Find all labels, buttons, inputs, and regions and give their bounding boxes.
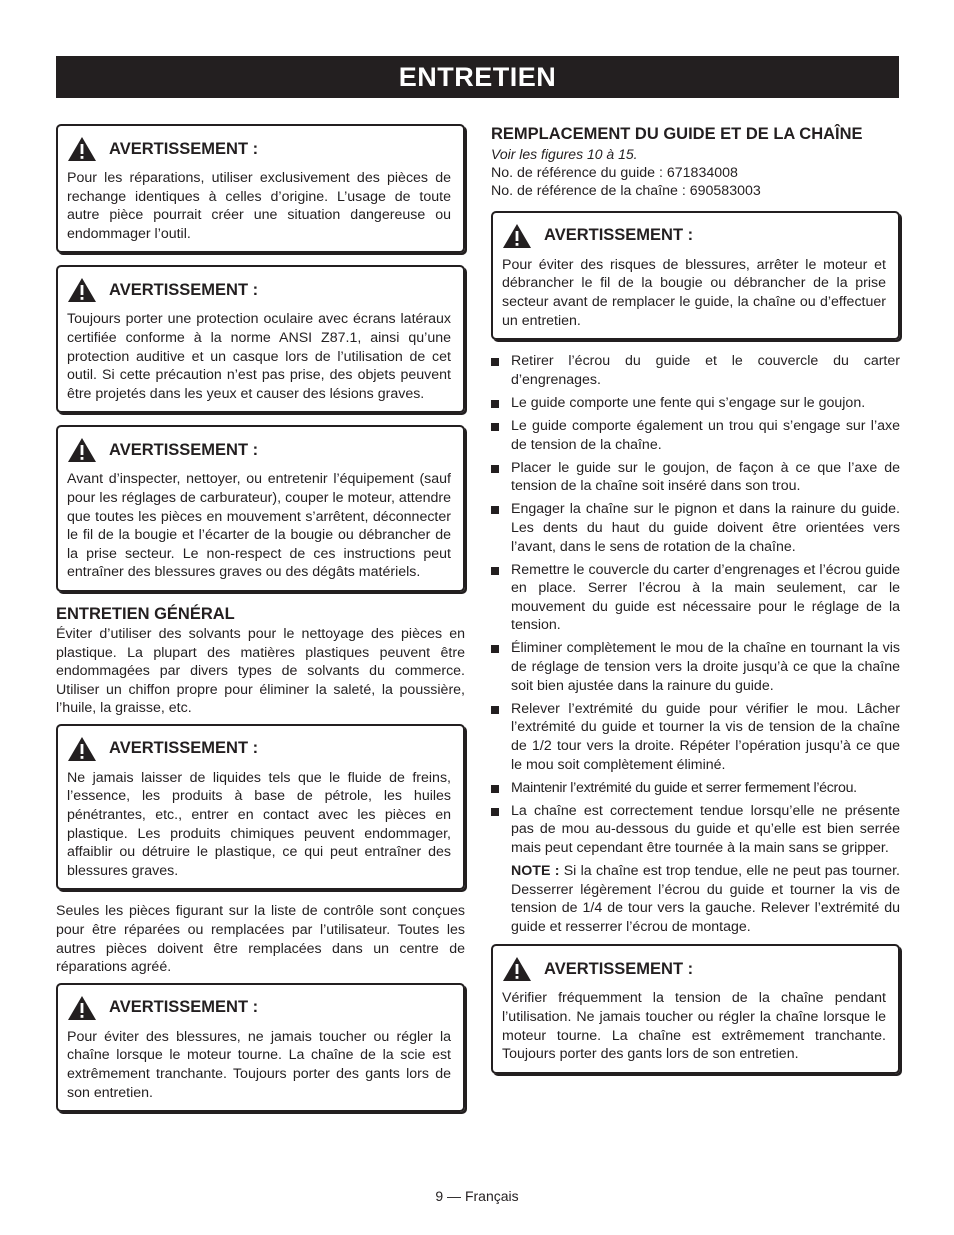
warning-box: [491, 211, 900, 340]
warning-triangle-icon: [502, 956, 532, 982]
bullet-square-icon: [491, 567, 499, 575]
bullet-square-icon: [491, 400, 499, 408]
bullet-square-icon: [491, 423, 499, 431]
warning-triangle-icon: [67, 995, 97, 1021]
list-item: Placer le guide sur le goujon, de façon à ce que l’axe de tension de la chaîne soit inséré dans son trou.: [491, 459, 900, 496]
chain-reference: No. de référence de la chaîne : 690583003: [491, 183, 761, 200]
page-title-banner: ENTRETIEN: [56, 56, 899, 98]
note-text: Si la chaîne est trop tendue, elle ne peut pas tourner. Desserrer légèrement l’écrou du guide et tourner la vis de tension de 1/4 de tour vers la gauche. Relever l’extrémité du guide et resserrer l’écrou de montage.: [511, 863, 900, 935]
list-item: Le guide comporte une fente qui s’engage sur le goujon.: [491, 394, 900, 413]
list-item: Retirer l’écrou du guide et le couvercle du carter d’engrenages.: [491, 352, 900, 389]
section-heading-general: ENTRETIEN GÉNÉRAL: [56, 604, 235, 623]
note-paragraph: [491, 862, 900, 936]
warning-triangle-icon: [502, 223, 532, 249]
bullet-square-icon: [491, 808, 499, 816]
warning-text: Vérifier fréquemment la tension de la chaîne pendant l’utilisation. Ne jamais toucher ou régler la chaîne lorsque le moteur tourne. La chaîne est extrêmement tranchante. Toujours porter des gants lors de son entretien.: [502, 990, 886, 1063]
warning-box: [491, 944, 900, 1073]
warning-title: AVERTISSEMENT :: [109, 280, 259, 299]
bullet-square-icon: [491, 706, 499, 714]
list-item: Maintenir l’extrémité du guide et serrer fermement l’écrou.: [491, 779, 900, 798]
list-item: Éliminer complètement le mou de la chaîne en tournant la vis de réglage de tension vers la droite jusqu’à ce que la chaîne soit bien ajustée dans la rainure du guide.: [491, 639, 900, 695]
instruction-list: [491, 352, 900, 857]
list-item: La chaîne est correctement tendue lorsqu’elle ne présente pas de mou au-dessous du guide et qu’elle est bien serrée mais peut cependant être tournée à la main sans se gripper.: [491, 802, 900, 858]
warning-title: AVERTISSEMENT :: [109, 998, 259, 1017]
see-figures-text: Voir les figures 10 à 15.: [491, 146, 638, 162]
bullet-square-icon: [491, 506, 499, 514]
page-footer: 9 — Français: [435, 1188, 519, 1204]
warning-box: [56, 425, 465, 592]
warning-box: [56, 724, 465, 891]
guide-reference: No. de référence du guide : 671834008: [491, 164, 738, 181]
warning-title: AVERTISSEMENT :: [109, 739, 259, 758]
right-column: [491, 124, 900, 1086]
warning-title: AVERTISSEMENT :: [544, 959, 694, 978]
list-item: Le guide comporte également un trou qui s’engage sur l’axe de tension de la chaîne.: [491, 417, 900, 454]
warning-text: Pour les réparations, utiliser exclusivement des pièces de rechange identiques à celles d’origine. L’usage de toute autre pièce pourrait créer une situation dangereuse ou endommager l’outil.: [67, 170, 451, 242]
warning-title: AVERTISSEMENT :: [109, 139, 259, 158]
warning-text: Ne jamais laisser de liquides tels que le fluide de freins, l’essence, les produits à base de pétrole, les huiles pénétrantes, etc., entrer en contact avec les pièces en plastique. Les produits chimiques peuvent endommager, affaiblir ou détruire le plastique, ce qui peut entraîner des blessures graves.: [67, 769, 451, 879]
left-column: [56, 124, 465, 1124]
bullet-square-icon: [491, 645, 499, 653]
bullet-square-icon: [491, 785, 499, 793]
list-item: Relever l’extrémité du guide pour vérifier le mou. Lâcher l’extrémité du guide et tourner la vis de tension de la chaîne de 1/2 tour vers la droite. Répéter l’opération jusqu’à ce que le mou soit complètement éliminé.: [491, 700, 900, 774]
warning-text: Toujours porter une protection oculaire avec écrans latéraux certifiée conforme à la norme ANSI Z87.1, ainsi qu’une protection auditive et un casque lors de l’utilisation de cet outil. Si cette précaution n’est pas prise, des objets peuvent être projetés dans les yeux et causer des lésions graves.: [67, 311, 451, 402]
list-item: Engager la chaîne sur le pignon et dans la rainure du guide. Les dents du haut du guide doivent être orientées vers l’avant, dans le sens de rotation de la chaîne.: [491, 500, 900, 556]
bullet-square-icon: [491, 465, 499, 473]
warning-title: AVERTISSEMENT :: [544, 226, 694, 245]
warning-triangle-icon: [67, 437, 97, 463]
warning-text: Avant d’inspecter, nettoyer, ou entretenir l’équipement (sauf pour les réglages de carburateur), couper le moteur, attendre que toutes les pièces en mouvement s’arrêtent, déconnecter le fil de la bougie et l’écarter de la bougie ou débrancher de la prise secteur. Le non-respect de ces instructions peut entraîner des blessures graves ou des dégâts matériels.: [67, 471, 451, 581]
warning-title: AVERTISSEMENT :: [109, 440, 259, 459]
bullet-square-icon: [491, 358, 499, 366]
note-label: NOTE :: [511, 863, 560, 879]
warning-triangle-icon: [67, 136, 97, 162]
warning-triangle-icon: [67, 736, 97, 762]
general-maintenance-text: Éviter d’utiliser des solvants pour le nettoyage des pièces en plastique. La plupart des matières plastiques peuvent être endommagées par divers types de solvants du commerce. Utiliser un chiffon propre pour éliminer la saleté, la poussière, l’huile, la graisse, etc.: [56, 625, 465, 717]
list-item: Remettre le couvercle du carter d’engrenages et l’écrou guide en place. Serrer l’écrou à la main seulement, car le mouvement du guide est nécessaire pour le réglage de la tension.: [491, 561, 900, 635]
parts-text: Seules les pièces figurant sur la liste de contrôle sont conçues pour être réparées ou remplacées par l’utilisateur. Toutes les autres pièces doivent être remplacées dans un centre de réparations agréé.: [56, 903, 465, 976]
section-heading-guide-chain: REMPLACEMENT DU GUIDE ET DE LA CHAÎNE: [491, 125, 863, 143]
warning-box: [56, 265, 465, 413]
warning-triangle-icon: [67, 277, 97, 303]
warning-text: Pour éviter des blessures, ne jamais toucher ou régler la chaîne lorsque le moteur tourne. La chaîne de la scie est extrêmement tranchante. Toujours porter des gants lors de son entretien.: [67, 1028, 451, 1101]
warning-box: [56, 124, 465, 253]
warning-text: Pour éviter des risques de blessures, arrêter le moteur et débrancher le fil de la bougie ou débrancher de la prise secteur avant de remplacer le guide, la chaîne ou d’effectuer un entretien.: [502, 256, 886, 329]
warning-box: [56, 983, 465, 1112]
